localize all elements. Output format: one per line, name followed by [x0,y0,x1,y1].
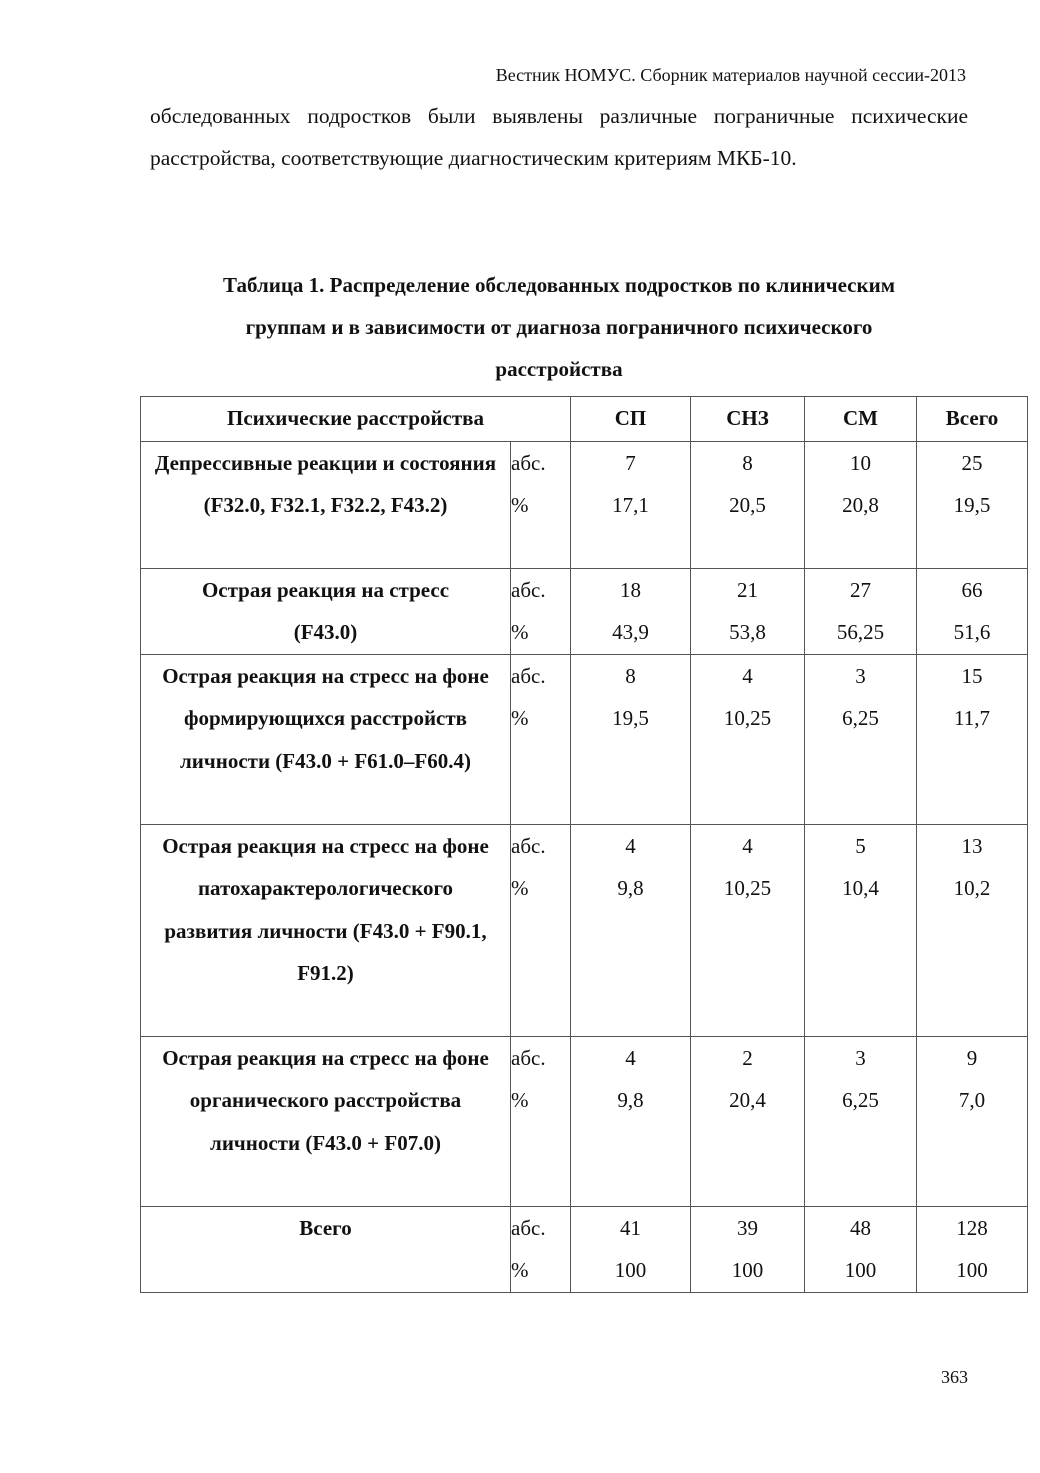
value-pct: 7,0 [958,1088,986,1113]
sm-cell [805,569,917,655]
units-cell [511,824,571,1036]
total-cell [917,569,1028,655]
table-row [141,442,1028,569]
sp-cell [571,569,691,655]
value-abs: 48 [850,1215,872,1240]
value-pct: 100 [956,1258,988,1283]
table-caption [130,264,988,390]
unit-pct: % [511,1088,529,1113]
value-abs: 4 [625,1045,636,1070]
value-pct: 17,1 [612,493,649,518]
header-snz: СНЗ [691,397,805,442]
total-row-label: Всего [141,1206,511,1292]
value-pct: 100 [731,1258,764,1283]
value-abs: 66 [961,578,983,602]
value-abs: 4 [742,663,753,688]
value-abs: 27 [850,578,872,602]
value-pct: 53,8 [729,620,766,645]
sm-cell [805,442,917,569]
disorder-label: Острая реакция на стресс на фоне патохарактерологического развития личности (F43.0 + F90.1, F91.2) [141,824,511,1036]
value-abs: 7 [625,451,636,475]
value-abs: 5 [855,833,866,858]
value-abs: 21 [737,578,759,602]
sm-cell [805,1206,917,1292]
table-row [141,824,1028,1036]
value-abs: 25 [961,451,983,475]
value-pct: 56,25 [836,620,885,645]
value-abs: 3 [855,1045,866,1070]
value-abs: 128 [956,1215,988,1240]
units-cell [511,442,571,569]
table-row [141,569,1028,655]
header-disorder: Психические расстройства [141,397,571,442]
page-number: 363 [941,1367,968,1387]
header-sm: СМ [805,397,917,442]
value-pct: 19,5 [953,493,991,518]
snz-cell [691,569,805,655]
total-cell [917,442,1028,569]
running-header: Вестник НОМУС. Сборник материалов научной сессии-2013 [495,65,966,85]
value-abs: 13 [961,833,983,858]
body-paragraph: обследованных подростков были выявлены различные пограничные психические расстройства, соответствующие диагностическим критериям МКБ-10. [150,104,968,170]
snz-cell [691,1206,805,1292]
value-pct: 43,9 [612,620,649,645]
units-cell [511,1036,571,1206]
value-pct: 10,25 [723,876,772,901]
value-abs: 8 [742,451,753,475]
value-pct: 20,5 [729,493,766,518]
value-pct: 6,25 [842,706,879,731]
value-abs: 4 [742,833,753,858]
sm-cell [805,1036,917,1206]
value-abs: 4 [625,833,636,858]
units-cell [511,1206,571,1292]
total-cell [917,824,1028,1036]
snz-cell [691,654,805,824]
value-abs: 10 [850,451,872,475]
value-pct: 19,5 [612,706,649,731]
sp-cell [571,824,691,1036]
sp-cell [571,1036,691,1206]
value-pct: 10,25 [723,706,772,731]
total-cell [917,1036,1028,1206]
units-cell [511,654,571,824]
snz-cell [691,824,805,1036]
value-abs: 15 [961,663,983,688]
total-cell [917,1206,1028,1292]
unit-abs: абс. [511,578,546,602]
sm-cell [805,824,917,1036]
table-caption-line: Таблица 1. Распределение обследованных подростков по клиническим [222,273,895,297]
sp-cell [571,654,691,824]
table-caption-line: группам и в зависимости от диагноза пограничного психического [245,315,873,339]
units-cell [511,569,571,655]
sp-cell [571,1206,691,1292]
unit-pct: % [511,493,529,518]
unit-abs: абс. [511,833,546,858]
sm-cell [805,654,917,824]
disorder-label: Острая реакция на стресс на фоне органического расстройства личности (F43.0 + F07.0) [141,1036,511,1206]
disorder-label: Острая реакция на стресс на фоне формирующихся расстройств личности (F43.0 + F61.0–F60.4) [141,654,511,824]
value-pct: 20,4 [729,1088,766,1113]
snz-cell [691,442,805,569]
disorder-label: Депрессивные реакции и состояния (F32.0, F32.1, F32.2, F43.2) [141,442,511,569]
value-abs: 39 [737,1215,759,1240]
distribution-table [140,396,1028,1293]
value-pct: 10,4 [842,876,879,901]
table-row [141,654,1028,824]
table-total-row [141,1206,1028,1292]
value-abs: 8 [625,663,636,688]
table-caption-line: расстройства [495,357,623,381]
unit-abs: абс. [511,663,546,688]
table-row [141,1036,1028,1206]
value-pct: 20,8 [842,493,879,518]
unit-abs: абс. [511,1215,546,1240]
unit-abs: абс. [511,1045,546,1070]
value-abs: 41 [620,1215,642,1240]
value-pct: 6,25 [842,1088,879,1113]
value-pct: 9,8 [617,876,644,901]
total-cell [917,654,1028,824]
sp-cell [571,442,691,569]
value-abs: 2 [742,1045,753,1070]
value-abs: 18 [620,578,642,602]
unit-pct: % [511,876,529,901]
value-abs: 3 [855,663,866,688]
value-pct: 9,8 [617,1088,644,1113]
table-header-row [141,397,1028,442]
unit-pct: % [511,706,529,731]
snz-cell [691,1036,805,1206]
value-pct: 51,6 [953,620,991,645]
header-sp: СП [571,397,691,442]
unit-pct: % [511,620,529,645]
value-pct: 100 [614,1258,647,1283]
unit-abs: абс. [511,451,546,475]
value-pct: 11,7 [954,706,990,731]
unit-pct: % [511,1258,529,1283]
value-pct: 10,2 [953,876,991,901]
value-abs: 9 [966,1045,978,1070]
header-total: Всего [917,397,1028,442]
disorder-label: Острая реакция на стресс (F43.0) [141,569,511,655]
value-pct: 100 [844,1258,877,1283]
